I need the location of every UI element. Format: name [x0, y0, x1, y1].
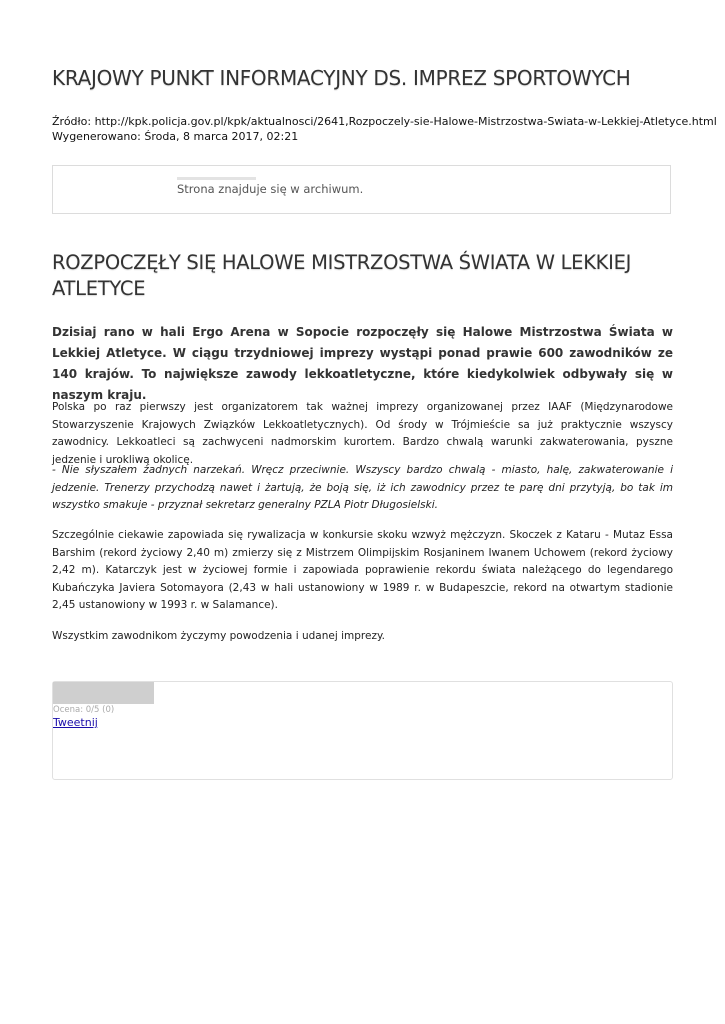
archive-notice-bar [177, 177, 256, 180]
article-lead: Dzisiaj rano w hali Ergo Arena w Sopocie rozpoczęły się Halowe Mistrzostwa Świata w Lekkiej Atletyce. W ciągu trzydniowej imprezy wystąpi ponad prawie 600 zawodników ze 140 krajów. To największe zawody lekkoatletyczne, które kiedykolwiek odbywały się w naszym kraju. [52, 325, 673, 402]
article-paragraph: Szczególnie ciekawie zapowiada się rywalizacja w konkursie skoku wzwyż mężczyzn. Skoczek z Kataru - Mutaz Essa Barshim (rekord życiowy 2,40 m) zmierzy się z Mistrzem Olimpijskim Rosjaninem Iwanem Uchowem (rekord życiowy 2,42 m). Katarczyk jest w życiowej formie i zapowiada poprawienie rekordu świata należącego do legendarego Kubańczyka Javiera Sotomayora (2,43 w hali ustanowiony w 1989 r. w Budapeszcie, rekord na otwartym stadionie 2,45 ustanowiony w 1993 r. w Salamance). [52, 529, 673, 611]
article-quote-paragraph: - Nie słyszałem żadnych narzekań. Wręcz przeciwnie. Wszyscy bardzo chwalą - miasto, halę, zakwaterowanie i jedzenie. Trenerzy przychodzą nawet i żartują, że boją się, iż ich zawodnicy przez te parę dni przytyją, bo tak im wszystko smakuje - przyznał sekretarz generalny PZLA Piotr Długosielski. [52, 464, 673, 511]
rating-text: Ocena: 0/5 (0) [53, 705, 115, 715]
source-line: Źródło: http://kpk.policja.gov.pl/kpk/aktualnosci/2641,Rozpoczely-sie-Halowe-Mistrzostwa-Swiata-w-Lekkiej-Atletyce.html [52, 115, 717, 128]
generated-line: Wygenerowano: Środa, 8 marca 2017, 02:21 [52, 130, 299, 143]
document-meta [52, 114, 717, 144]
article-paragraph: Wszystkim zawodnikom życzymy powodzenia i udanej imprezy. [52, 630, 386, 642]
site-title: KRAJOWY PUNKT INFORMACYJNY DS. IMPREZ SPORTOWYCH [52, 66, 631, 90]
archive-notice-text: Strona znajduje się w archiwum. [177, 182, 364, 196]
tweet-link[interactable]: Tweetnij [53, 716, 98, 729]
archive-notice-box [52, 165, 671, 214]
rating-share-box [52, 681, 673, 780]
article-title: ROZPOCZĘŁY SIĘ HALOWE MISTRZOSTWA ŚWIATA W LEKKIEJ ATLETYCE [52, 251, 632, 300]
article-paragraph: Polska po raz pierwszy jest organizatorem tak ważnej imprezy organizowanej przez IAAF (Międzynarodowe Stowarzyszenie Krajowych Związków Lekkoatletycznych). Od środy w Trójmieście sa już praktycznie wszyscy zawodnicy. Lekkoatleci są zachwyceni nadmorskim kurortem. Bardzo chwalą warunki zakwaterowania, pyszne jedzenie i urokliwą okolicę. [52, 401, 673, 466]
rating-stars-widget[interactable] [53, 682, 154, 704]
